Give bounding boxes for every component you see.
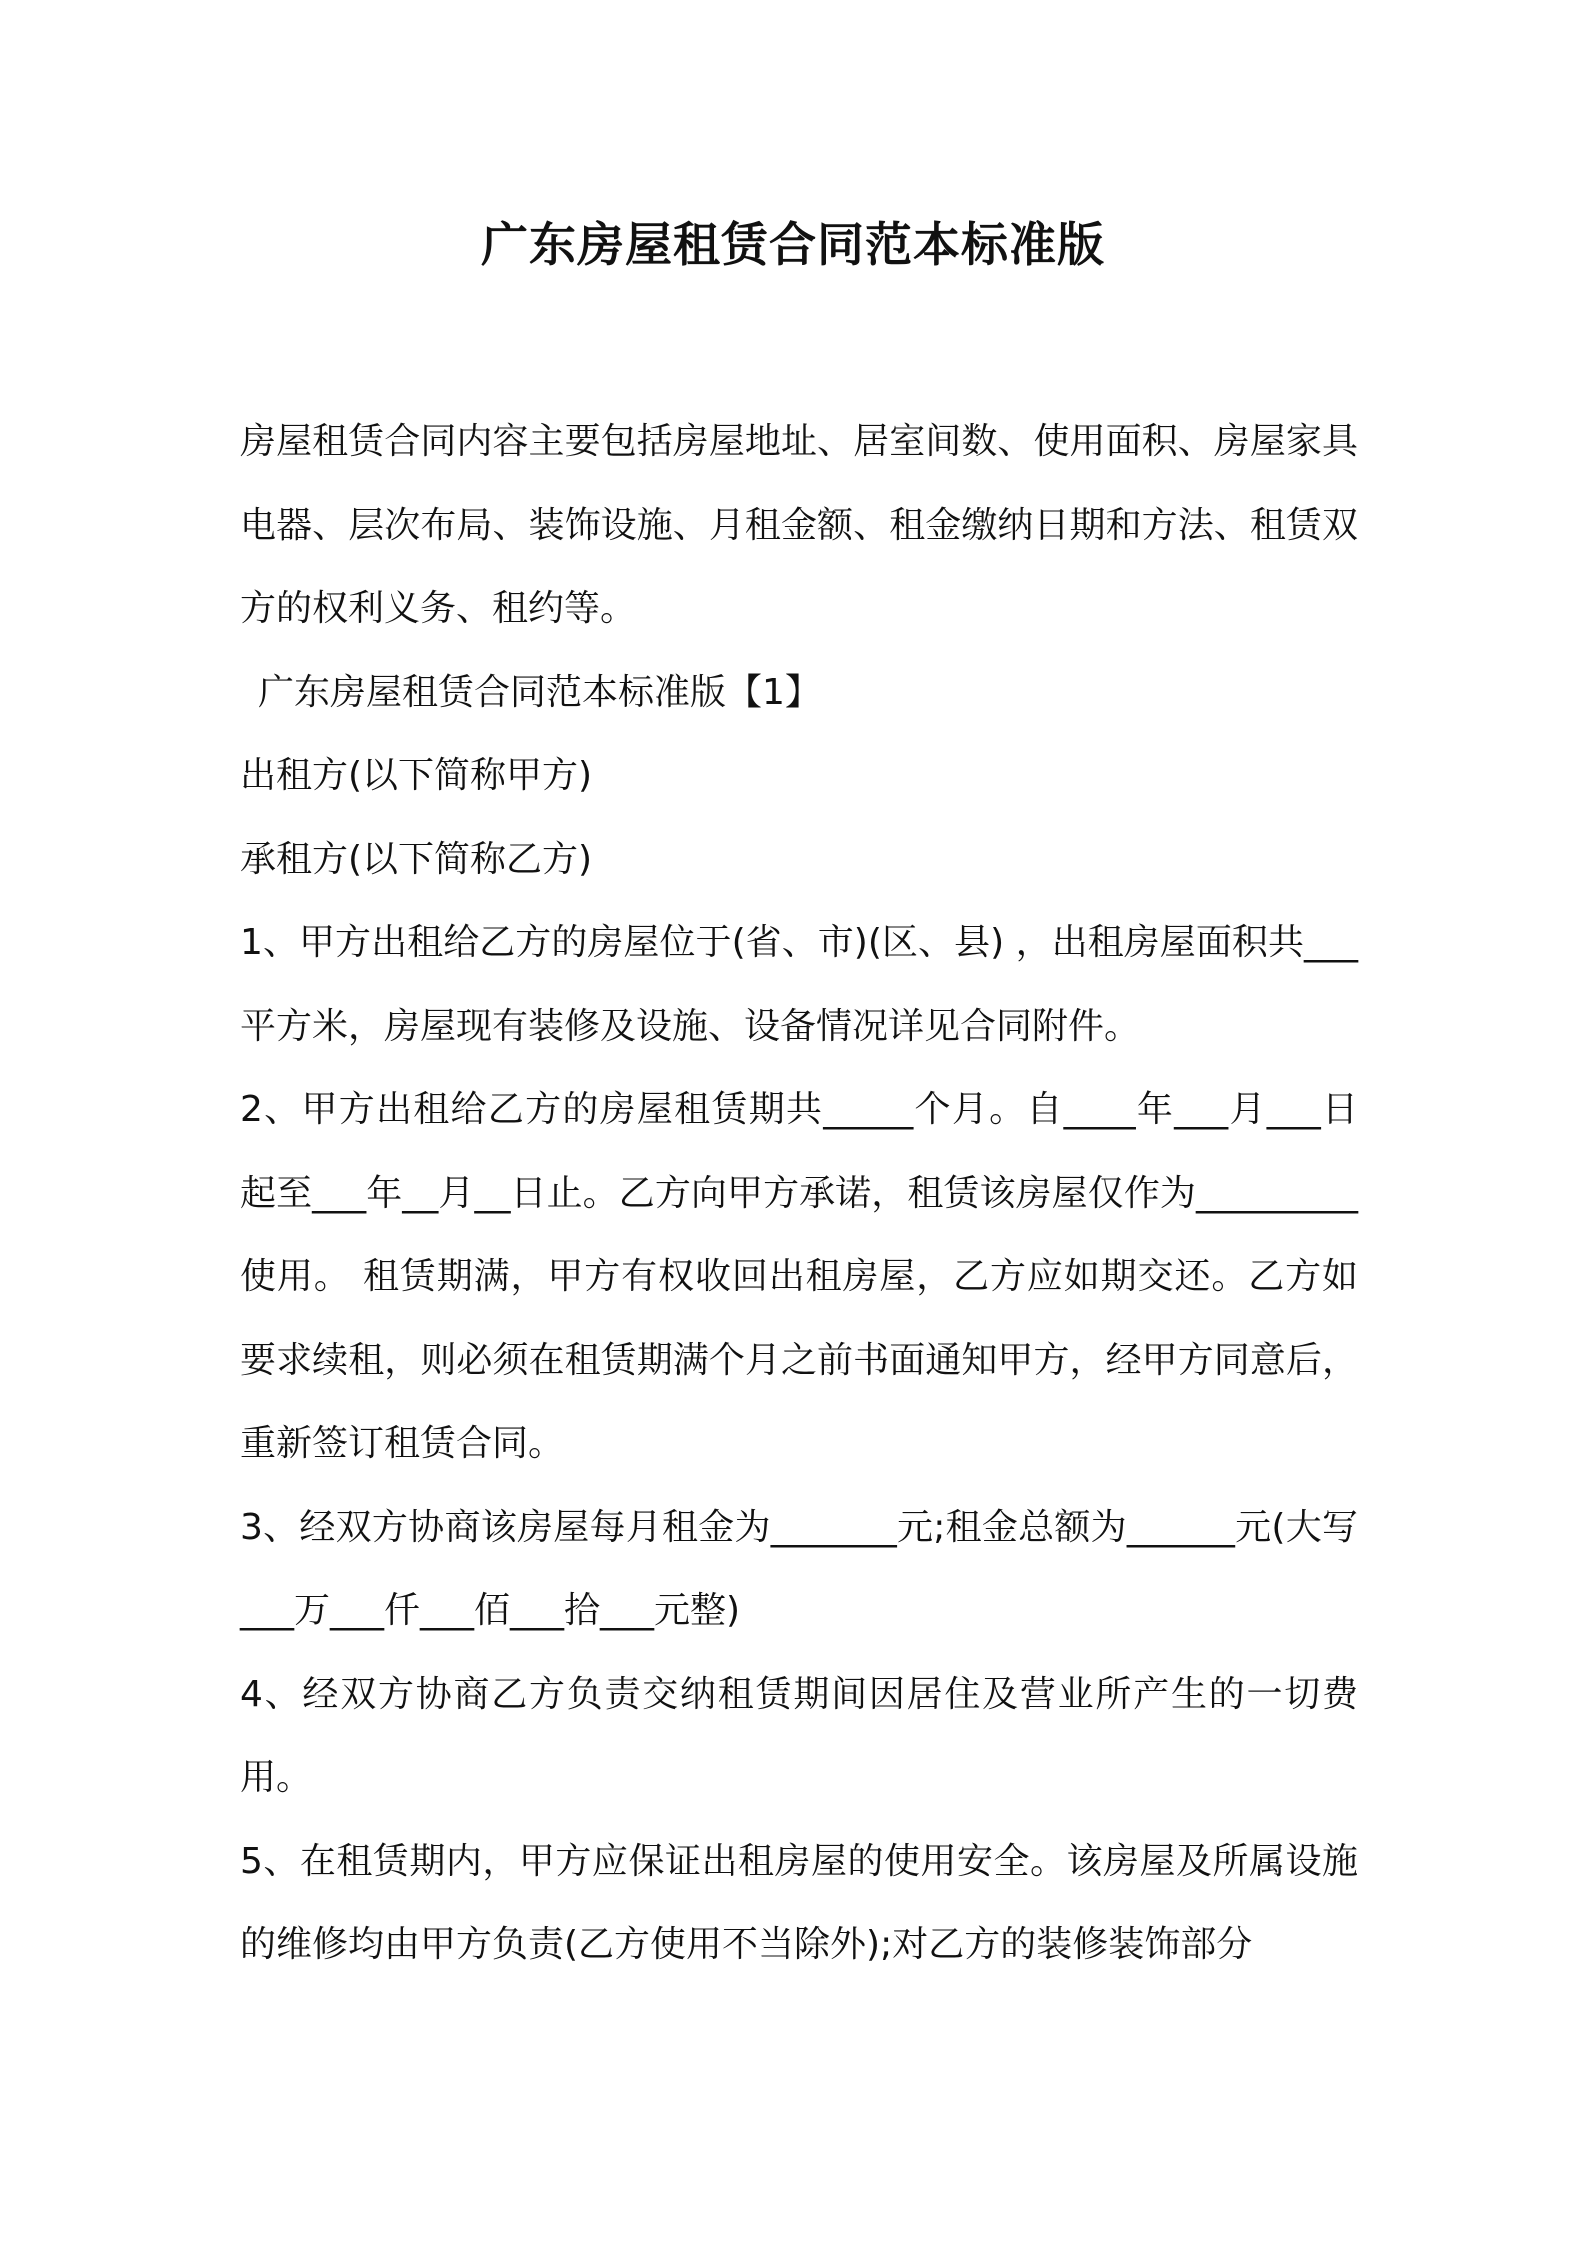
party-b-line: 承租方(以下简称乙方)	[240, 838, 593, 880]
document-title: 广东房屋租赁合同范本标准版	[481, 218, 1105, 273]
section-heading: 广东房屋租赁合同范本标准版【1】	[258, 671, 821, 713]
document-body	[240, 400, 1358, 1987]
clause-1: 1、甲方出租给乙方的房屋位于(省、市)(区、县) ，出租房屋面积共___平方米，房屋现有装修及设施、设备情况详见合同附件。	[240, 922, 1358, 1047]
clause-3: 3、经双方协商该房屋每月租金为_______元;租金总额为______元(大写___万___仟___佰___拾___元整)	[240, 1506, 1358, 1631]
clause-2: 2、甲方出租给乙方的房屋租赁期共_____个月。自____年___月___日起至___年__月__日止。乙方向甲方承诺，租赁该房屋仅作为_________使用。 租赁期满，甲方有权收回出租房屋，乙方应如期交还。乙方如要求续租，则必须在租赁期满个月之前书面通知甲方，经甲方同意后，重新签订租赁合同。	[240, 1089, 1358, 1464]
clause-4: 4、经双方协商乙方负责交纳租赁期间因居住及营业所产生的一切费用。	[240, 1673, 1358, 1798]
intro-paragraph: 房屋租赁合同内容主要包括房屋地址、居室间数、使用面积、房屋家具电器、层次布局、装饰设施、月租金额、租金缴纳日期和方法、租赁双方的权利义务、租约等。	[240, 421, 1358, 629]
party-a-line: 出租方(以下简称甲方)	[240, 755, 593, 796]
clause-5: 5、在租赁期内，甲方应保证出租房屋的使用安全。该房屋及所属设施的维修均由甲方负责(乙方使用不当除外);对乙方的装修装饰部分	[240, 1840, 1358, 1965]
